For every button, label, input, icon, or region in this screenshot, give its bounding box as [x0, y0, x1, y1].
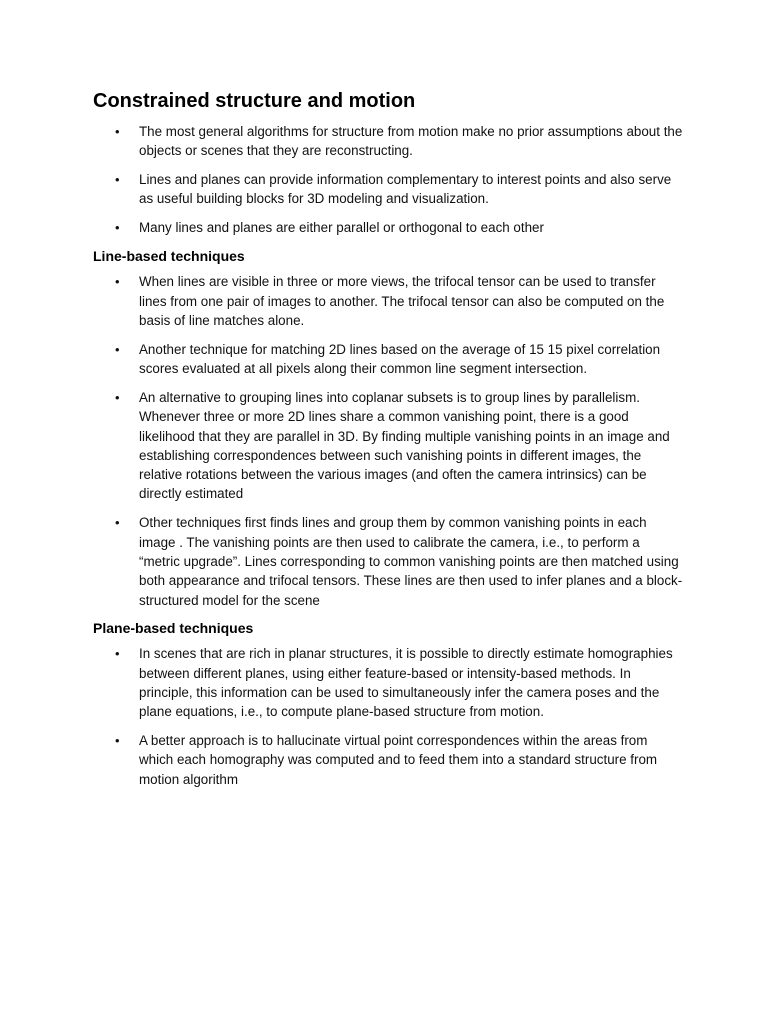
bullet-marker: •	[115, 274, 120, 290]
line-based-bullet-list	[93, 272, 683, 610]
list-item	[93, 513, 683, 609]
list-item	[93, 218, 683, 237]
bullet-text: Another technique for matching 2D lines based on the average of 15 15 pixel correlation scores evaluated at all pixels along their common line segment intersection.	[139, 341, 661, 377]
list-item	[93, 388, 683, 504]
page-title: Constrained structure and motion	[93, 90, 416, 112]
bullet-text: Many lines and planes are either parallel or orthogonal to each other	[139, 220, 544, 236]
bullet-text: The most general algorithms for structure from motion make no prior assumptions about the objects or scenes that they are reconstructing.	[139, 124, 683, 159]
list-item	[93, 731, 683, 789]
bullet-text: Other techniques first finds lines and group them by common vanishing points in each image . The vanishing points are then used to calibrate the camera, i.e., to perform a “metric upgrade”. Lines corresponding to common vanishing points are then matched using both appearance and trifocal tensors. These lines are then used to infer planes and a block-structured model for the scene	[139, 515, 683, 608]
bullet-marker: •	[115, 220, 120, 236]
list-item	[93, 644, 683, 721]
list-item	[93, 122, 683, 161]
intro-bullet-list	[93, 122, 683, 238]
bullet-marker: •	[115, 515, 120, 531]
bullet-text: When lines are visible in three or more views, the trifocal tensor can be used to transfer lines from one pair of images to another. The trifocal tensor can also be computed on the basis of line matches alone.	[139, 274, 665, 328]
bullet-text: Lines and planes can provide information complementary to interest points and also serve as useful building blocks for 3D modeling and visualization.	[139, 172, 672, 207]
bullet-text: In scenes that are rich in planar structures, it is possible to directly estimate homographies between different planes, using either feature-based or intensity-based methods. In principle, this information can be used to simultaneously infer the camera poses and the plane equations, i.e., to compute plane-based structure from motion.	[139, 646, 673, 720]
section-heading-line-based: Line-based techniques	[93, 248, 245, 265]
bullet-text: An alternative to grouping lines into coplanar subsets is to group lines by parallelism. Whenever three or more 2D lines share a common vanishing point, there is a good likelihood that they are parallel in 3D. By finding multiple vanishing points in an image and establishing correspondences between such vanishing points in different images, the relative rotations between the various images (and often the camera intrinsics) can be directly estimated	[139, 389, 670, 502]
list-item	[93, 340, 683, 379]
bullet-marker: •	[115, 172, 120, 188]
bullet-marker: •	[115, 646, 120, 662]
bullet-marker: •	[115, 733, 120, 749]
document-content	[93, 88, 683, 799]
section-heading-plane-based: Plane-based techniques	[93, 620, 254, 637]
bullet-marker: •	[115, 389, 120, 405]
list-item	[93, 170, 683, 209]
bullet-marker: •	[115, 341, 120, 357]
bullet-marker: •	[115, 124, 120, 139]
plane-based-bullet-list	[93, 644, 683, 789]
list-item	[93, 272, 683, 330]
bullet-text: A better approach is to hallucinate virtual point correspondences within the areas from which each homography was computed and to feed them into a standard structure from motion algorithm	[139, 733, 658, 787]
